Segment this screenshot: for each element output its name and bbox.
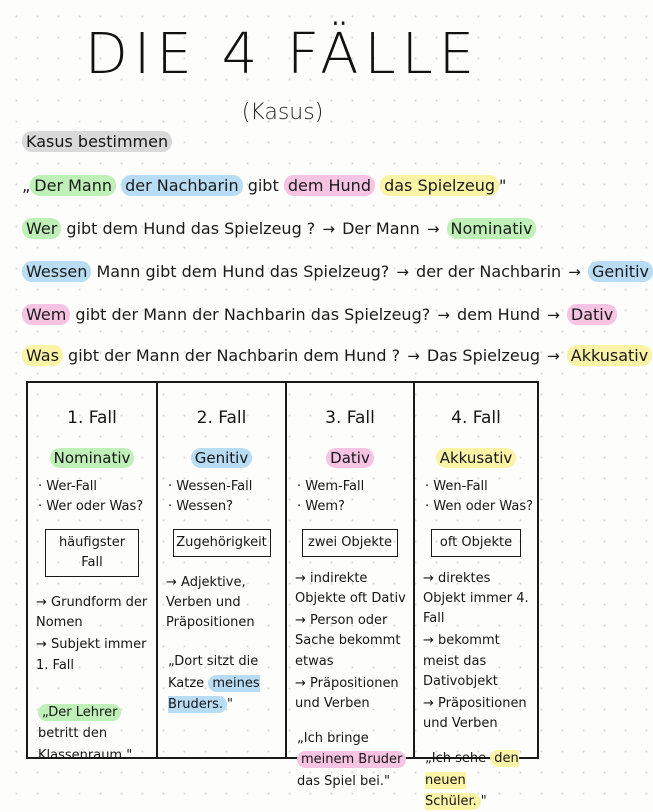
close-quote: " xyxy=(499,176,507,195)
quote-pre: „Ich bringe xyxy=(297,731,369,746)
sentence-genitiv: der Nachbarin xyxy=(121,175,243,196)
bullet-item: · Wer-Fall xyxy=(38,478,98,494)
question-text: gibt der Mann der Nachbarin das Spielzeug? xyxy=(75,305,431,324)
case-result: Akkusativ xyxy=(567,345,652,366)
quote-post: " xyxy=(480,794,487,810)
arrow-icon: → xyxy=(568,263,581,281)
note-item: → direktes Objekt immer 4. Fall xyxy=(423,571,529,627)
bullet-item: · Wem? xyxy=(297,498,345,514)
sentence-verb: gibt xyxy=(247,176,279,195)
note-item: → Subjekt immer 1. Fall xyxy=(36,637,147,673)
case-name xyxy=(28,447,156,470)
notes-list xyxy=(287,569,413,714)
bullet-item: · Wer oder Was? xyxy=(38,498,144,514)
example-quote xyxy=(158,651,285,715)
arrow-icon: → xyxy=(426,220,440,238)
quote-post: " xyxy=(227,697,233,713)
arrow-icon: → xyxy=(547,306,560,324)
bullet-list xyxy=(287,477,413,517)
question-line-dativ xyxy=(22,305,617,324)
column-heading: 4. Fall xyxy=(451,408,501,428)
bullet-list xyxy=(158,477,285,517)
question-text: gibt dem Hund das Spielzeug ? xyxy=(66,219,316,238)
page-subtitle: (Kasus) xyxy=(241,100,324,125)
page-title: DIE 4 FÄLLE xyxy=(84,22,481,87)
open-quote: „ xyxy=(22,176,31,195)
case-name xyxy=(287,447,413,470)
bullet-list xyxy=(28,477,156,517)
question-text: Mann gibt dem Hund das Spielzeug? xyxy=(96,262,390,281)
quote-highlight: „Der Lehrer xyxy=(38,704,121,721)
notes-list xyxy=(415,569,537,734)
question-word: Was xyxy=(22,345,63,366)
sentence-dativ: dem Hund xyxy=(284,175,375,196)
example-quote xyxy=(28,702,156,766)
question-answer: der der Nachbarin xyxy=(416,262,562,281)
column-nominativ xyxy=(28,383,156,763)
example-quote xyxy=(287,728,413,792)
column-dativ xyxy=(285,383,413,789)
note-item: → bekommt meist das Dativobjekt xyxy=(423,633,500,689)
notes-list xyxy=(28,593,156,676)
question-line-genitiv xyxy=(22,262,653,281)
bullet-list xyxy=(415,477,537,517)
section-label xyxy=(22,132,172,151)
case-result: Dativ xyxy=(567,304,617,325)
quote-pre: „Dort sitzt die Katze xyxy=(168,654,259,691)
keyword-box: zwei Objekte xyxy=(302,529,398,557)
sentence-nominativ: Der Mann xyxy=(30,175,116,196)
case-name xyxy=(158,447,285,470)
column-heading: 2. Fall xyxy=(196,408,247,428)
column-heading: 1. Fall xyxy=(67,408,117,428)
case-result: Genitiv xyxy=(588,261,653,282)
question-answer: dem Hund xyxy=(456,305,541,324)
quote-highlight: meines Bruders. xyxy=(168,675,260,713)
case-name-text: Genitiv xyxy=(191,448,252,468)
quote-post: betritt den Klassenraum." xyxy=(38,726,133,763)
arrow-icon: → xyxy=(437,306,450,324)
note-item: → Adjektive, Verben und Präpositionen xyxy=(166,575,255,631)
keyword-box: häufigster Fall xyxy=(45,529,139,577)
quote-highlight: meinem Bruder xyxy=(297,751,406,768)
note-item: → Präpositionen und Verben xyxy=(423,695,527,731)
case-name-text: Nominativ xyxy=(50,448,135,468)
note-item: → Präpositionen und Verben xyxy=(295,675,399,711)
arrow-icon: → xyxy=(547,347,560,365)
cases-table xyxy=(26,381,539,810)
case-name-text: Akkusativ xyxy=(436,448,517,468)
quote-highlight: den neuen Schüler. xyxy=(425,751,519,810)
question-answer: Der Mann xyxy=(342,219,420,238)
quote-pre: „Ich sehe xyxy=(425,751,491,767)
bullet-item: · Wen oder Was? xyxy=(425,498,534,514)
arrow-icon: → xyxy=(396,263,409,281)
question-text: gibt der Mann der Nachbarin dem Hund ? xyxy=(68,346,401,365)
column-genitiv xyxy=(156,383,285,757)
notes-list xyxy=(158,573,285,633)
question-word: Wem xyxy=(22,304,70,325)
column-heading: 3. Fall xyxy=(325,408,375,428)
question-answer: Das Spielzeug xyxy=(426,346,540,365)
case-name xyxy=(415,447,537,470)
sentence-akkusativ: das Spielzeug xyxy=(380,175,499,196)
question-line-akkusativ xyxy=(22,346,652,365)
keyword-box: oft Objekte xyxy=(431,529,521,557)
case-result: Nominativ xyxy=(447,218,537,239)
question-word: Wer xyxy=(22,218,61,239)
note-item: → Person oder Sache bekommt etwas xyxy=(295,613,401,669)
bullet-item: · Wessen? xyxy=(168,498,234,514)
arrow-icon: → xyxy=(322,220,335,238)
note-item: → indirekte Objekte oft Dativ xyxy=(295,571,406,607)
example-sentence xyxy=(22,176,506,195)
section-label-text: Kasus bestimmen xyxy=(22,131,172,152)
bullet-item: · Wem-Fall xyxy=(297,478,365,494)
example-quote xyxy=(415,748,537,812)
quote-post: das Spiel bei." xyxy=(297,773,390,789)
note-item: → Grundform der Nomen xyxy=(36,595,148,631)
arrow-icon: → xyxy=(407,347,420,365)
keyword-box: Zugehörigkeit xyxy=(173,529,271,557)
case-name-text: Dativ xyxy=(326,448,374,468)
question-line-nominativ xyxy=(22,219,536,238)
bullet-item: · Wessen-Fall xyxy=(168,478,253,494)
bullet-item: · Wen-Fall xyxy=(425,478,488,494)
column-akkusativ xyxy=(413,383,537,810)
question-word: Wessen xyxy=(22,261,91,282)
